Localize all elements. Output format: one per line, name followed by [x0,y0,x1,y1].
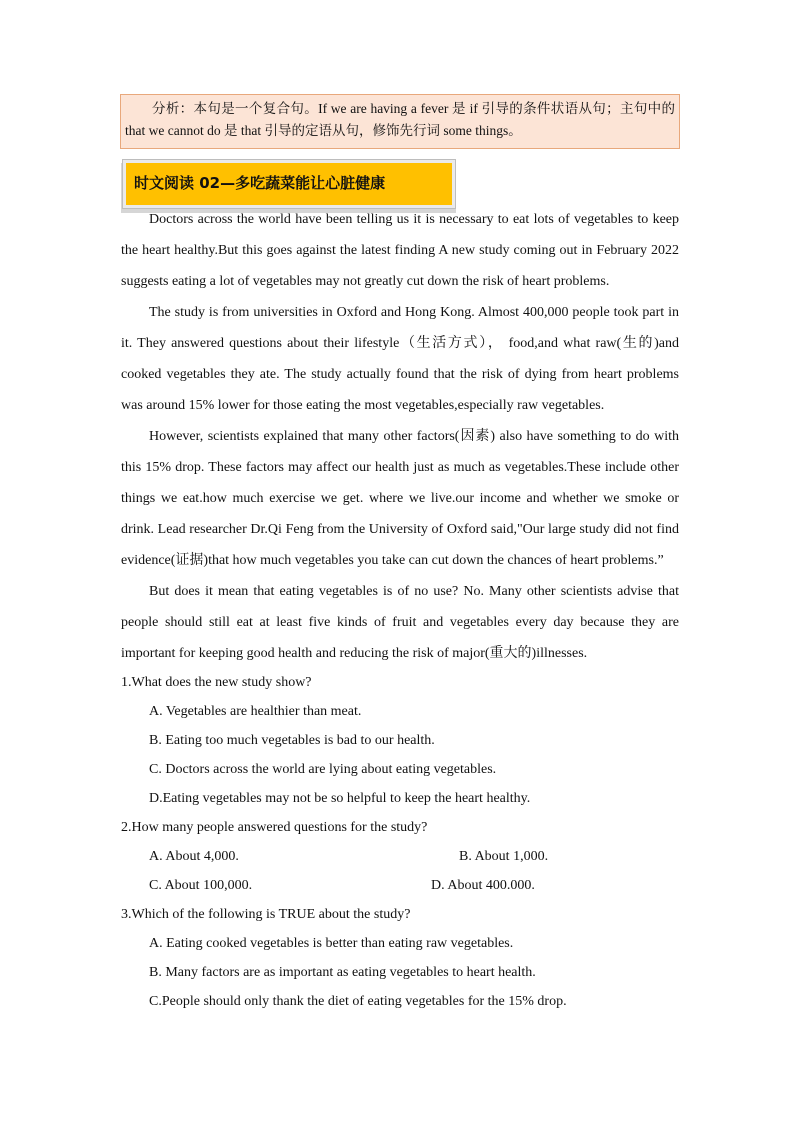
passage-paragraph: The study is from universities in Oxford and Hong Kong. Almost 400,000 people took part in it. They answered questions about their lifestyle（生活方式）， food,and what raw(生的)and cooked vegetables they ate. The study actually found that the risk of dying from heart problems was around 15% lower for those eating the most vegetables,especially raw vegetables. [121,305,679,413]
question-1-option-a: A. Vegetables are healthier than meat. [149,704,362,719]
question-2-option-b: B. About 1,000. [459,849,549,864]
question-2-option-c: C. About 100,000. [149,878,253,893]
passage-paragraph: Doctors across the world have been telling us it is necessary to eat lots of vegetables to keep the heart healthy.But this goes against the latest finding A new study coming out in February 2022 suggests eating a lot of vegetables may not greatly cut down the risk of heart problems. [121,212,679,289]
analysis-text: 分析：本句是一个复合句。If we are having a fever 是 if 引导的条件状语从句；主句中的 that we cannot do 是 that 引导的定语从句，修饰先行词 some things。 [125,101,675,138]
article-title: 时文阅读 02—多吃蔬菜能让心脏健康 [134,174,386,192]
question-2-options-row-2 [121,871,679,900]
question-1-option-d: D.Eating vegetables may not be so helpful to keep the heart healthy. [149,791,531,806]
title-banner [123,160,455,208]
question-3-option-b: B. Many factors are as important as eating vegetables to heart health. [149,965,536,980]
question-stem-1: 1.What does the new study show? [121,675,312,690]
question-2-options-row-1 [121,842,679,871]
passage-paragraph: However, scientists explained that many other factors(因素) also have something to do with this 15% drop. These factors may affect our health just as much as vegetables.These include other things we eat.how much exercise we get. where we live.our income and whether we smoke or drink. Lead researcher Dr.Qi Feng from the University of Oxford said,"Our large study did not find evidence(证据)that how much vegetables you take can cut down the chances of heart problems.” [121,429,679,568]
question-1-option-b: B. Eating too much vegetables is bad to our health. [149,733,435,748]
question-stem-2: 2.How many people answered questions for the study? [121,820,428,835]
question-1-option-c: C. Doctors across the world are lying about eating vegetables. [149,762,497,777]
question-2-option-a: A. About 4,000. [149,849,239,864]
question-3-option-a: A. Eating cooked vegetables is better than eating raw vegetables. [149,936,514,951]
passage [121,204,679,669]
question-2-option-d: D. About 400.000. [431,878,535,893]
analysis-box [120,94,680,149]
question-stem-3: 3.Which of the following is TRUE about the study? [121,907,411,922]
question-3-option-c: C.People should only thank the diet of eating vegetables for the 15% drop. [149,994,567,1009]
passage-paragraph: But does it mean that eating vegetables is of no use? No. Many other scientists advise that people should still eat at least five kinds of fruit and vegetables every day because they are important for keeping good health and reducing the risk of major(重大的)illnesses. [121,584,679,661]
questions [121,668,679,1016]
